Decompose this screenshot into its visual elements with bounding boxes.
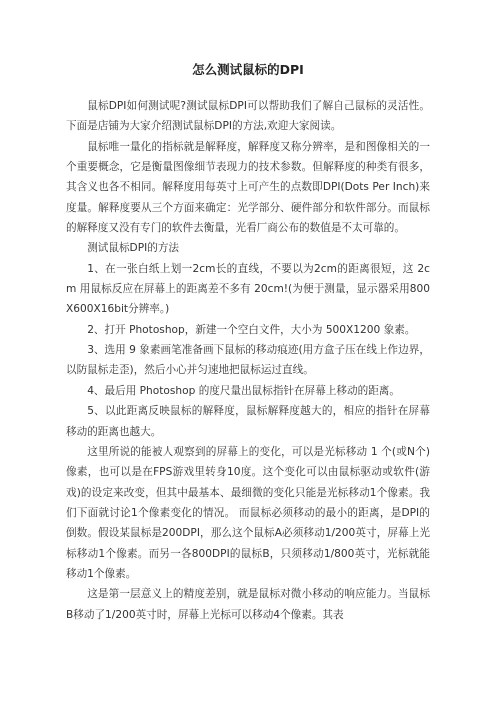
- step-2-paragraph: 2、打开 Photoshop，新建一个空白文件，大小为 500X1200 象素。: [87, 323, 416, 336]
- method-heading: 测试鼠标DPI的方法: [87, 242, 180, 255]
- intro-paragraph: 鼠标DPI如何测试呢?测试鼠标DPI可以帮助我们了解自己鼠标的灵活性。下面是店铺为大家介绍测试鼠标DPI的方法,欢迎大家阅读。: [66, 100, 430, 133]
- resolution-paragraph: 鼠标唯一量化的指标就是解释度，解释度又称分辨率，是和图像相关的一个重要概念，它是衡量图像细节表现力的技术参数。但解释度的种类有很多，其含义也各不相同。解释度用每英寸上可产生的点数即DPI(Dots Per Inch)来度量。解释度要从三个方面来确定：光学部分、硬件部分和软件部分。而鼠标的解释度又没有专门的软件去衡量，光看厂商公布的数值是不太可靠的。: [66, 140, 430, 235]
- explanation-paragraph: 这里所说的能被人观察到的屏幕上的变化，可以是光标移动 1 个(或N个)像素，也可以是在FPS游戏里转身10度。这个变化可以由鼠标驱动或软件(游戏)的设定来改变，但其中最基本、最细微的变化只能是光标移动1个像素。我们下面就讨论1个像素变化的情况。 而鼠标必须移动的最小的距离，是DPI的倒数。假设某鼠标是200DPI，那么这个鼠标A必须移动1/200英寸，屏幕上光标移动1个像素。而另一各800DPI的鼠标B，只须移动1/800英寸，光标就能移动1个像素。: [66, 445, 430, 580]
- step-3-paragraph: 3、选用 9 象素画笔准备画下鼠标的移动痕迹(用方盒子压在线上作边界，以防鼠标走歪)，然后小心并匀速地把鼠标运过直线。: [66, 344, 430, 377]
- step-4-paragraph: 4、最后用 Photoshop 的度尺量出鼠标指针在屏幕上移动的距离。: [87, 384, 400, 397]
- precision-paragraph: 这是第一层意义上的精度差别，就是鼠标对微小移动的响应能力。当鼠标B移动了1/200英寸时，屏幕上光标可以移动4个像素。其表: [66, 588, 430, 621]
- step-1-paragraph: 1、在一张白纸上划一2cm长的直线，不要以为2cm的距离很短，这 2cm 用鼠标反应在屏幕上的距离差不多有 20cm!(为便于测量，显示器采用800X600X16bit分辨率。): [66, 262, 430, 316]
- document-title: 怎么测试鼠标的DPI: [192, 62, 304, 77]
- step-5-paragraph: 5、以此距离反映鼠标的解释度，鼠标解释度越大的，相应的指针在屏幕移动的距离也越大。: [66, 405, 430, 438]
